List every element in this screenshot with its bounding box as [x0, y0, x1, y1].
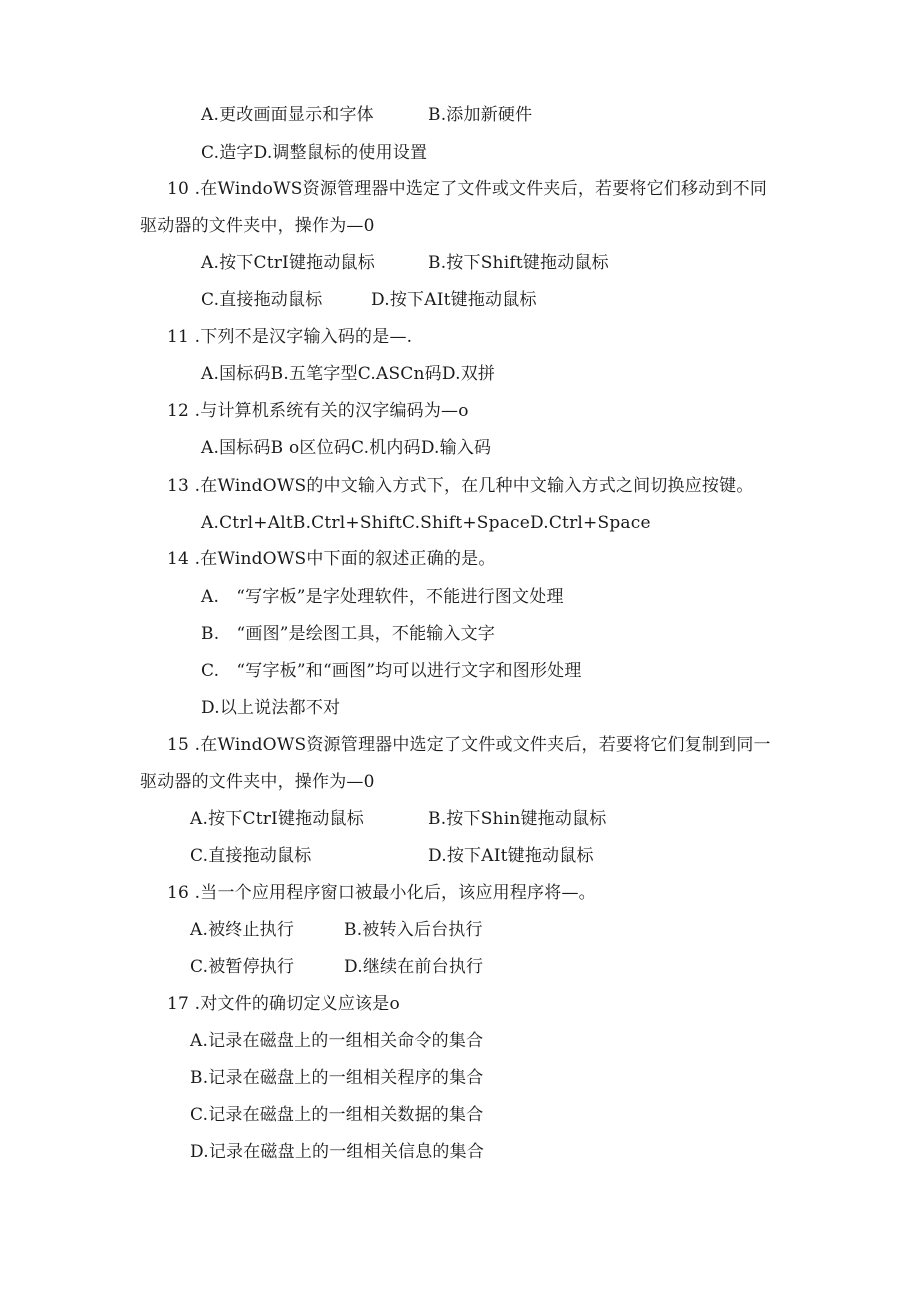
q17-option-c: C.记录在磁盘上的一组相关数据的集合 — [190, 1105, 484, 1125]
q12-options: A.国标码B o区位码C.机内码D.输入码 — [201, 438, 492, 458]
q10-option-a: A.按下CtrI键拖动鼠标 — [201, 253, 375, 273]
q17-option-b: B.记录在磁盘上的一组相关程序的集合 — [190, 1068, 484, 1088]
q15-option-c: C.直接拖动鼠标 — [190, 846, 312, 866]
q16-option-c: C.被暂停执行 — [190, 957, 295, 977]
q17-stem: 17 .对文件的确切定义应该是o — [167, 994, 400, 1014]
q14-stem: 14 .在WindOWS中下面的叙述正确的是。 — [167, 549, 496, 569]
q16-option-d: D.继续在前台执行 — [344, 957, 484, 977]
q10-stem-line-2: 驱动器的文件夹中，操作为—0 — [140, 216, 375, 236]
q16-option-a: A.被终止执行 — [190, 920, 295, 940]
q14-option-a: A. “写字板”是字处理软件，不能进行图文处理 — [201, 587, 564, 607]
q12-stem: 12 .与计算机系统有关的汉字编码为—o — [167, 401, 469, 421]
q17-option-d: D.记录在磁盘上的一组相关信息的集合 — [190, 1142, 485, 1162]
q10-option-d: D.按下AIt键拖动鼠标 — [371, 290, 537, 310]
q11-stem: 11 .下列不是汉字输入码的是—. — [167, 327, 413, 347]
q10-stem-line-1: 10 .在WindoWS资源管理器中选定了文件或文件夹后，若要将它们移动到不同 — [167, 179, 768, 199]
q15-stem-line-2: 驱动器的文件夹中，操作为—0 — [140, 772, 375, 792]
q14-option-c: C. “写字板”和“画图”均可以进行文字和图形处理 — [201, 661, 582, 681]
q14-option-d: D.以上说法都不对 — [201, 698, 341, 718]
q9-option-b: B.添加新硬件 — [428, 105, 533, 125]
q9-option-cd: C.造字D.调整鼠标的使用设置 — [201, 143, 428, 163]
q11-options: A.国标码B.五笔字型C.ASCn码D.双拼 — [201, 364, 496, 384]
q16-stem: 16 .当一个应用程序窗口被最小化后，该应用程序将—。 — [167, 883, 596, 903]
q13-options: A.Ctrl+AltB.Ctrl+ShiftC.Shift+SpaceD.Ctrl+Space — [201, 513, 651, 533]
q10-option-c: C.直接拖动鼠标 — [201, 290, 323, 310]
q15-option-d: D.按下AIt键拖动鼠标 — [428, 846, 594, 866]
q17-option-a: A.记录在磁盘上的一组相关命令的集合 — [190, 1031, 484, 1051]
q13-stem: 13 .在WindOWS的中文输入方式下，在几种中文输入方式之间切换应按键。 — [167, 476, 754, 496]
q10-option-b: B.按下Shift键拖动鼠标 — [428, 253, 609, 273]
q15-option-b: B.按下Shin键拖动鼠标 — [428, 809, 607, 829]
q14-option-b: B. “画图”是绘图工具，不能输入文字 — [201, 624, 496, 644]
q16-option-b: B.被转入后台执行 — [344, 920, 483, 940]
q15-stem-line-1: 15 .在WindOWS资源管理器中选定了文件或文件夹后，若要将它们复制到同一 — [167, 735, 771, 755]
q9-option-a: A.更改画面显示和字体 — [201, 105, 374, 125]
q15-option-a: A.按下CtrI键拖动鼠标 — [190, 809, 364, 829]
